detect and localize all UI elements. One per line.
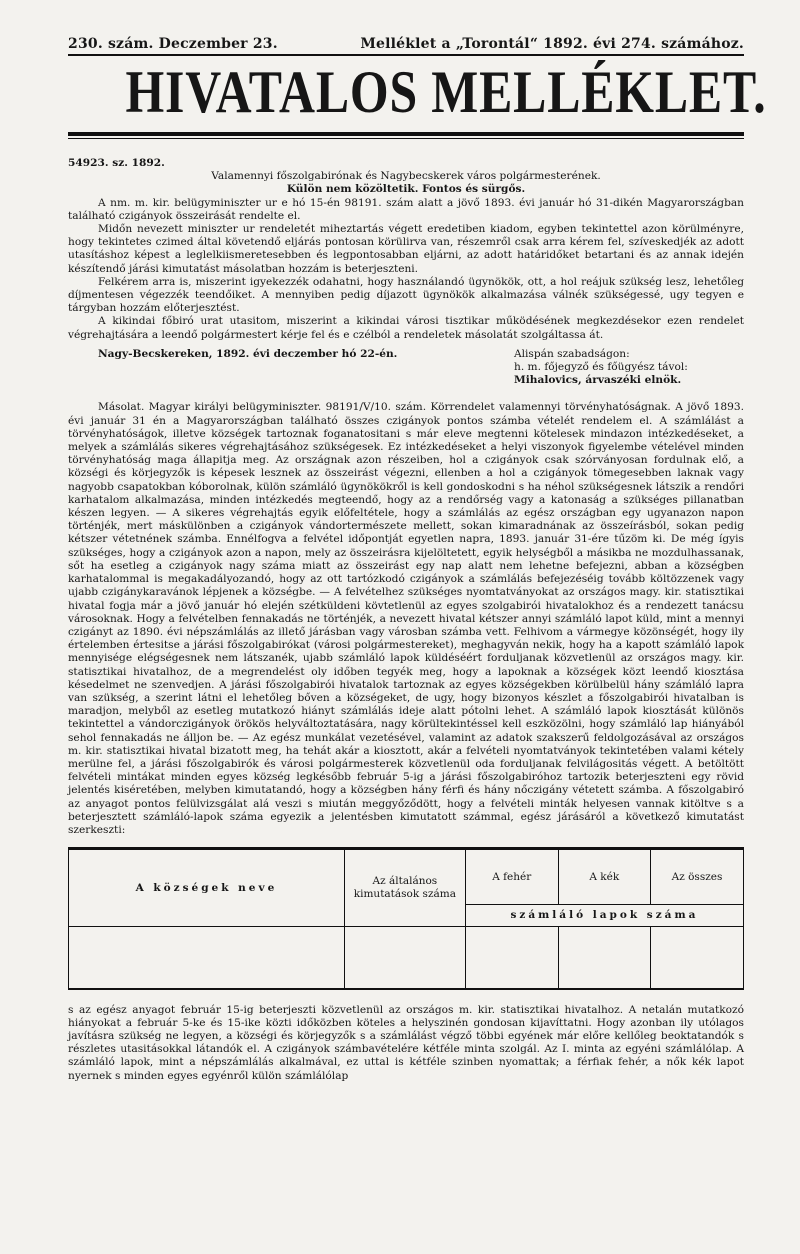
masthead-line bbox=[68, 36, 744, 56]
supplement-note: Melléklet a „Torontál“ 1892. évi 274. számához. bbox=[360, 36, 744, 52]
col-municipality-name: A községek neve bbox=[69, 849, 345, 927]
col-total: Az összes bbox=[651, 849, 744, 905]
table-row bbox=[69, 927, 744, 989]
closing-text: s az egész anyagot február 15-ig beterjeszti közvetlenül az országos m. kir. statisztikai hivatalhoz. A netalán mutatkozó hiányokat a február 5-ke és 15-ike közti időközben köteles a helyszinén gondosan kijavíttatni. Hogy azonban ily utólagos javításra szükség ne legyen, a községi és körjegyzők s a számlálást végző többi egyének már előre kellőleg beoktatandók s részletes utasitásokkal látandók el. A czigányok számbavételére kétféle minta szolgál. Az I. minta az egyéni számlálólap. A számláló lapok, mint a népszámlálás alkalmával, ez uttal is kétféle szinben nyomattak; a férfiak fehér, a nők kék lapot nyernek s minden egyes egyénről külön számlálólap bbox=[68, 1003, 744, 1082]
newspaper-page bbox=[68, 36, 767, 1083]
letter-paragraph: Felkérem arra is, miszerint igyekezzék odahatni, hogy használandó ügynökök, ott, a hol reájuk szükség lesz, lehetőleg díjmentesen végezzék teendőiket. A mennyiben pedig díjazott ügynökök alkalmazása válnék szükségessé, ugy tegyen e tárgyban hozzám előterjesztést. bbox=[68, 275, 744, 315]
signature-name: Mihalovics, árvaszéki elnök. bbox=[514, 374, 682, 387]
place-date: Nagy-Becskereken, 1892. évi deczember hó 22-én. bbox=[98, 347, 398, 360]
letter-paragraph: A kikindai főbiró urat utasitom, miszerint a kikindai városi tisztikar működésének megkezdésekor ezen rendelet végrehajtására a leendő polgármestert kérje fel és e czélból a rendeletek másolatát szolgáltassa át. bbox=[68, 315, 744, 341]
page-title: HIVATALOS MELLÉKLET. bbox=[125, 59, 767, 125]
signature-line: h. m. főjegyző és főügyész távol: bbox=[514, 361, 688, 374]
signature-line: Alispán szabadságon: bbox=[514, 347, 630, 360]
notice: Külön nem közöltetik. Fontos és sürgős. bbox=[286, 183, 526, 196]
issue-number: 230. szám. Deczember 23. bbox=[68, 36, 278, 52]
letter-paragraph: Midőn nevezett miniszter ur rendeletét miheztartás végett eredetiben kiadom, egyben tekintettel azon körülményre, hogy tekintetes czimed által követendő eljárás pontosan körülirva van, részemről csak arra kérem fel, szíveskedjék az adott utasításhoz képest a leglelkiismeretesebben és legpontosabban eljárni, az adott határidőket betartani és az annak idején készítendő járási kimutatást másolatban hozzám is beterjeszteni. bbox=[68, 223, 744, 275]
statistics-table bbox=[68, 847, 744, 990]
signature-block bbox=[68, 348, 744, 388]
col-blue: A kék bbox=[558, 849, 650, 905]
title-rule bbox=[68, 132, 744, 136]
decree-copy: Másolat. Magyar királyi belügyminiszter. 98191/V/10. szám. Körrendelet valamennyi törvényhatóságnak. A jövő 1893. évi január 31 én a Magyarországban található összes czigányok pontos számba vételét rendelem el. A számlálást a törvényhatóságok, illetve községek tartoznak foganatositani s már eleve megtenni kötelesek mindazon intézkedéseket, a melyek a számlálás sikeres végrehajtásához szükségesek. Ez intézkedéseket a helyi viszonyok figyelembe vételével minden törvényhatóság maga állapitja meg. Az országnak azon részeiben, hol a czigányok csak szórványosan fordulnak elő, a községi és körjegyzők is képesek lesznek az összeirást végezni, ellenben a hol a czigányok tömegesebben laknak vagy nagyobb csapatokban kóborolnak, külön számláló ügynökökről is kell gondoskodni s ha néhol szükségesnek látszik a rendőri karhatalom alkalmazása, minden intézkedés megteendő, hogy az a rendőrség vagy a katonaság a szükséges pillanatban készen legyen. — A sikeres végrehajtás egyik előfeltétele, hogy a számlálás az egész országban egy ugyanazon napon történjék, mert máskülönben a czigányok vándortermészete mellett, sokan kimaradnának az összeírásból, sokan pedig kétszer vétetnének számba. Ennélfogva a felvétel időpontját egyetlen napra, 1893. január 31-ére tűzöm ki. De még ígyis szükséges, hogy a czigányok azon a napon, mely az összeirásra kijelöltetett, egyik helységből a másikba ne mozdulhassanak, sőt ha esetleg a czigányok nagy száma miatt az összeirást egy nap alatt nem lehetne befejezni, abban a községben karhatalommal is megakadályozandó, hogy az ott tartózkodó czigányok a számlálás befejezéséig tovább költözzenek vagy ujabb czigánykaravánok lépjenek a községbe. — A felvételhez szükséges nyomtatványokat az országos magy. kir. statisztikai hivatal fogja már a jövő január hó elején szétküldeni kövtetlenül az egyes szolgabirói hivatalokhoz és a rendezett tanácsu városoknak. Hogy a felvételben fennakadás ne történjék, a nevezett hivatal kétszer annyi számláló lapot küld, mint a mennyi czigányt az 1890. évi népszámlálás az illető járásban vagy városban számba vett. Felhivom a vármegye közönségét, hogy ily értelemben értesitse a járási főszolgabirókat (városi polgármestereket), meghagyván nekik, hogy ha a kapott számláló lapok mennyisége elégségesnek nem látszanék, ujabb számláló lapok küldéséért forduljanak közvetlenül az országos magy. kir. statisztikai hivatalhoz, de a megrendelést oly időben tegyék meg, hogy a lapoknak a községek közt leendő kiosztása késedelmet ne szenvedjen. A járási főszolgabirói hivatalok tartoznak az egyes községekben körülbelül hány számláló lapra van szükség, a szerint látni el lehetőleg bőven a községeket, de ugy, hogy bizonyos készlet a főszolgabirói hivatalban is maradjon, melyből az esetleg mutatkozó hiányt számlálás ideje alatt pótolni lehet. A számláló lapok kiosztását különös tekintettel a vándorczigányok örökös helyváltoztatására, nagy körültekintéssel kell eszközölni, hogy számláló lap hiányából sehol fennakadás ne álljon be. — Az egész munkálat vezetésével, valamint az adatok szakszerű feldolgozásával az országos m. kir. statisztikai hivatal bizatott meg, ha tehát akár a kiosztott, akár a felvételi nyomtatványok tekintetében valami kétely merülne fel, a járási főszolgabirók és városi polgármesterek közvetlenül oda forduljanak felvilágositás végett. A betöltött felvételi mintákat minden egyes község legkésőbb február 5-ig a járási főszolgabiróhoz tartozik beterjeszteni egy rövid jelentés kiséretében, melyben kimutatandó, hogy a községben hány férfi és hány nőczigány vétetett számba. A főszolgabiró az anyagot pontos felülvizsgálat alá veszi s miután meggyőződött, hogy a felvételi minták helyesen vannak kitöltve s a beterjesztett számláló-lapok száma egyezik a jelentésben kimutatott számmal, egész járásáról a következő kimutatást szerkeszti: bbox=[68, 401, 744, 836]
document-reference: 54923. sz. 1892. bbox=[68, 157, 165, 169]
letter-paragraph: A nm. m. kir. belügyminiszter ur e hó 15-én 98191. szám alatt a jövő 1893. évi január hó 31-dikén Magyarországban található czigányok összeirását rendelte el. bbox=[68, 196, 744, 222]
addressee: Valamennyi főszolgabirónak és Nagybecskerek város polgármesterének. bbox=[211, 170, 601, 183]
col-white: A fehér bbox=[465, 849, 558, 905]
title-rule-thin bbox=[68, 138, 744, 139]
col-general-statements: Az általános kimutatások száma bbox=[344, 849, 465, 927]
table-subheader: számláló lapok száma bbox=[465, 905, 743, 927]
